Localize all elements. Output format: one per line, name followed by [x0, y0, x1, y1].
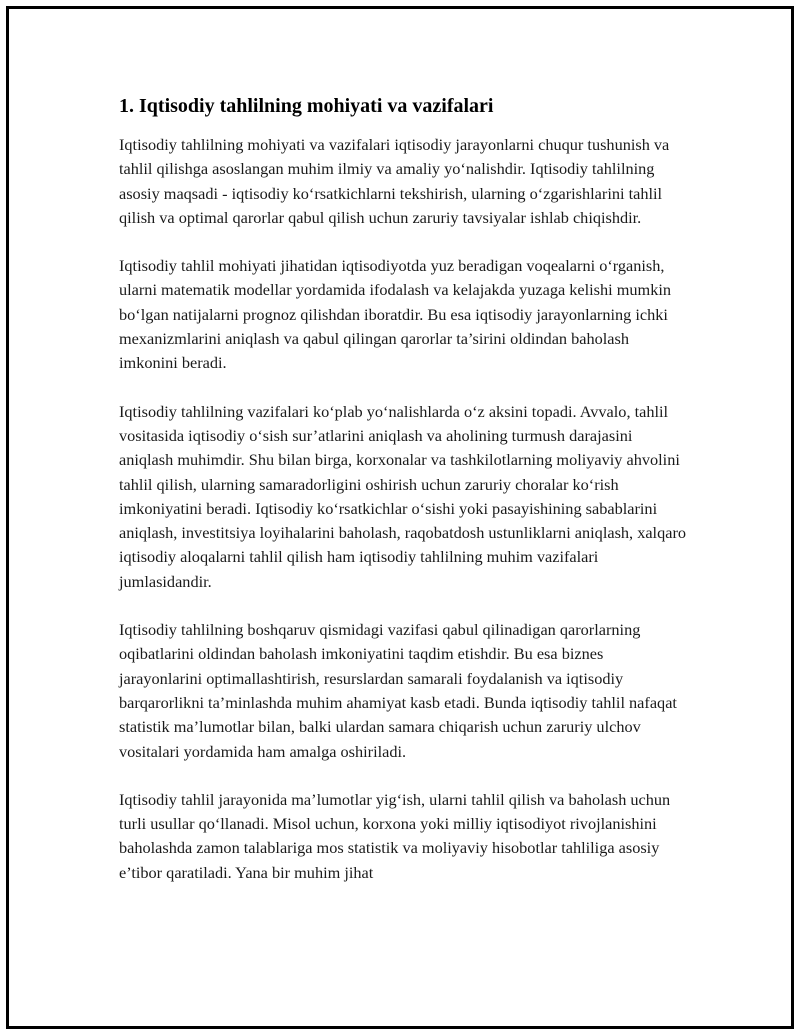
- paragraph: Iqtisodiy tahlil mohiyati jihatidan iqtisodiyotda yuz beradigan voqealarni o‘rganish, ularni matematik modellar yordamida ifodalash va kelajakda yuzaga kelishi mumkin bo‘lgan natijalarni prognoz qilishdan iboratdir. Bu esa iqtisodiy jarayonlarning ichki mexanizmlarini aniqlash va qabul qilingan qarorlar ta’sirini oldindan baholash imkonini beradi.: [119, 256, 672, 373]
- paragraph: Iqtisodiy tahlil jarayonida ma’lumotlar yig‘ish, ularni tahlil qilish va baholash uchun turli usullar qo‘llanadi. Misol uchun, korxona yoki milliy iqtisodiyot rivojlanishini baholashda zamon talablariga mos statistik va moliyaviy hisobotlar tahliliga asosiy e’tibor qaratiladi. Yana bir muhim jihat: [119, 789, 671, 882]
- section-title: 1. Iqtisodiy tahlilning mohiyati va vazifalari: [119, 95, 494, 117]
- paragraph: Iqtisodiy tahlilning vazifalari ko‘plab yo‘nalishlarda o‘z aksini topadi. Avvalo, tahlil vositasida iqtisodiy o‘sish sur’atlarini aniqlash va aholining turmush darajasini aniqlash muhimdir. Shu bilan birga, korxonalar va tashkilotlarning moliyaviy ahvolini tahlil qilish, ularning samaradorligini oshirish uchun zaruriy choralar ko‘rish imkoniyatini beradi. Iqtisodiy ko‘rsatkichlar o‘sishi yoki pasayishining sabablarini aniqlash, investitsiya loyihalarini baholash, raqobatdosh ustunliklarni aniqlash, xalqaro iqtisodiy aloqalarni tahlil qilish ham iqtisodiy tahlilning muhim vazifalari jumlasidandir.: [119, 401, 687, 591]
- paragraph: Iqtisodiy tahlilning mohiyati va vazifalari iqtisodiy jarayonlarni chuqur tushunish va tahlil qilishga asoslangan muhim ilmiy va amaliy yo‘nalishdir. Iqtisodiy tahlilning asosiy maqsadi - iqtisodiy ko‘rsatkichlarni tekshirish, ularning o‘zgarishlarini tahlil qilish va optimal qarorlar qabul qilish uchun zaruriy tavsiyalar ishlab chiqishdir.: [119, 135, 670, 227]
- paragraph: Iqtisodiy tahlilning boshqaruv qismidagi vazifasi qabul qilinadigan qarorlarning oqibatlarini oldindan baholash imkoniyatini taqdim etishdir. Bu esa biznes jarayonlarini optimallashtirish, resurslardan samarali foydalanish va iqtisodiy barqarorlikni ta’minlashda muhim ahamiyat kasb etadi. Bunda iqtisodiy tahlil nafaqat statistik ma’lumotlar bilan, balki ulardan samara chiqarish uchun zaruriy ulchov vositalari yordamida ham amalga oshiriladi.: [119, 620, 677, 761]
- document-body: [119, 93, 689, 885]
